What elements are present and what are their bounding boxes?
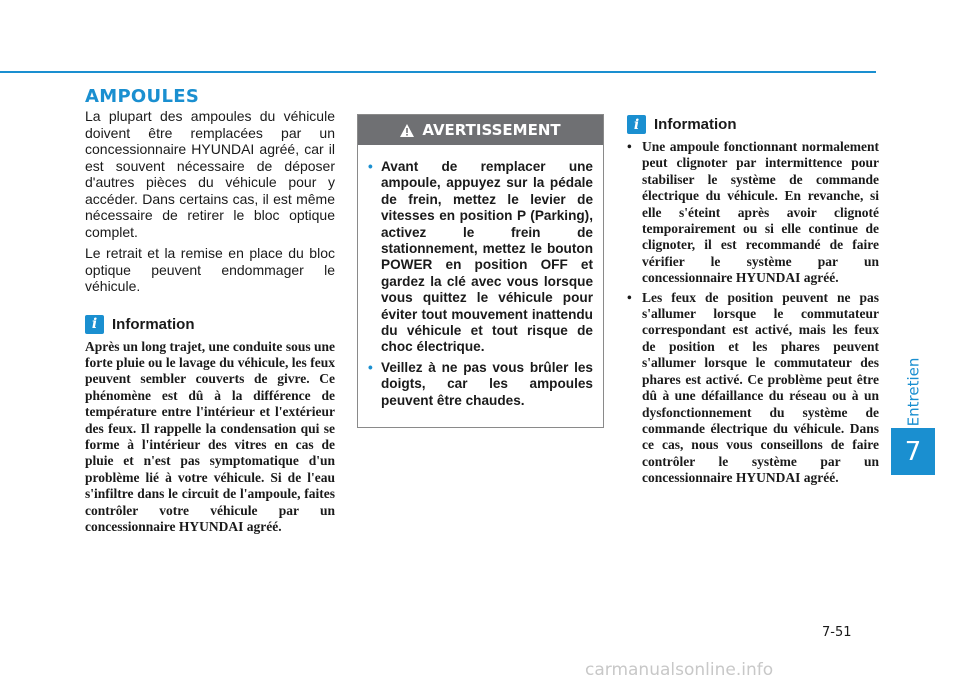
info-heading-right — [627, 115, 879, 134]
info-list-item — [627, 290, 879, 487]
info-icon: i — [85, 315, 104, 334]
warning-triangle-icon — [400, 124, 414, 137]
warning-item — [368, 359, 593, 409]
bullet-icon: • — [627, 139, 632, 154]
info-list-right — [627, 139, 879, 487]
warning-item-text: Veillez à ne pas vous brûler les doigts, car les ampoules peuvent être chaudes. — [381, 359, 593, 408]
header-rule — [0, 71, 876, 73]
chapter-tab: 7 — [891, 428, 935, 475]
right-column — [627, 115, 879, 490]
info-list-item-text: Une ampoule fonctionnant normalement peut clignoter par intermittence pour stabiliser le système de commande électrique du véhicule. En revanche, si elle s'éteint après avoir clignoté temporairement ou si elle continue de clignoter, il est recommandé de faire vérifier le système par un concessionnaire HYUNDAI agréé. — [642, 139, 879, 286]
warning-list — [368, 159, 593, 409]
info-text-left: Après un long trajet, une conduite sous une forte pluie ou le lavage du véhicule, les feux peuvent sembler couverts de givre. Ce phénomène est dû à la différence de température entre l'intérieur et l'extérieur des feux. Il rappelle la condensation qui se forme à l'intérieur des vitres en cas de pluie et n'est pas symptomatique d'un problème lié à votre véhicule. Si de l'eau s'infiltre dans le circuit de l'ampoule, faites contrôler votre véhicule par un concessionnaire HYUNDAI agréé. — [85, 338, 335, 534]
bullet-icon: • — [368, 159, 373, 174]
page-number: 7-51 — [822, 625, 852, 640]
warning-header — [358, 115, 603, 145]
left-column — [85, 108, 335, 535]
info-list-item-text: Les feux de position peuvent ne pas s'allumer lorsque le commutateur correspondant est activé, mais les feux de position et les phares peuvent s'allumer lorsque le commutateur des phares est activé. Ce problème peut être dû à une défaillance du réseau ou à un dysfonctionnement du système de commande électrique du véhicule. Dans ce cas, nous vous conseillons de faire contrôler le système par un concessionnaire HYUNDAI agréé. — [642, 289, 879, 486]
sidebar-section-label — [891, 357, 935, 427]
info-title: Information — [654, 116, 737, 133]
section-title: AMPOULES — [85, 86, 200, 107]
warning-box — [357, 114, 604, 428]
info-list-item — [627, 139, 879, 287]
warning-title: AVERTISSEMENT — [422, 121, 561, 139]
info-title: Information — [112, 315, 195, 333]
warning-item — [368, 159, 593, 356]
intro-paragraph-2: Le retrait et la remise en place du bloc optique peuvent endommager le véhicule. — [85, 245, 335, 294]
bullet-icon: • — [368, 359, 373, 375]
warning-item-text: Avant de remplacer une ampoule, appuyez sur la pédale de frein, mettez le levier de vitesses en position P (Parking), activez le frein de stationnement, mettez le bouton POWER en position OFF et gardez la clé avec vous lorsque vous quittez le véhicule pour éviter tout mouvement inattendu du véhicule et tout risque de choc électrique. — [381, 159, 593, 355]
intro-paragraph-1: La plupart des ampoules du véhicule doivent être remplacées par un concessionnaire HYUNDAI agréé, car il est souvent nécessaire de déposer d'autres pièces du véhicule pour y accéder. Dans certains cas, il est même nécessaire de retirer le bloc optique complet. — [85, 108, 335, 240]
watermark: carmanualsonline.info — [585, 660, 774, 680]
bullet-icon: • — [627, 289, 632, 305]
info-heading-left — [85, 315, 335, 334]
sidebar-section-text: Entretien — [904, 357, 922, 427]
info-icon: i — [627, 115, 646, 134]
